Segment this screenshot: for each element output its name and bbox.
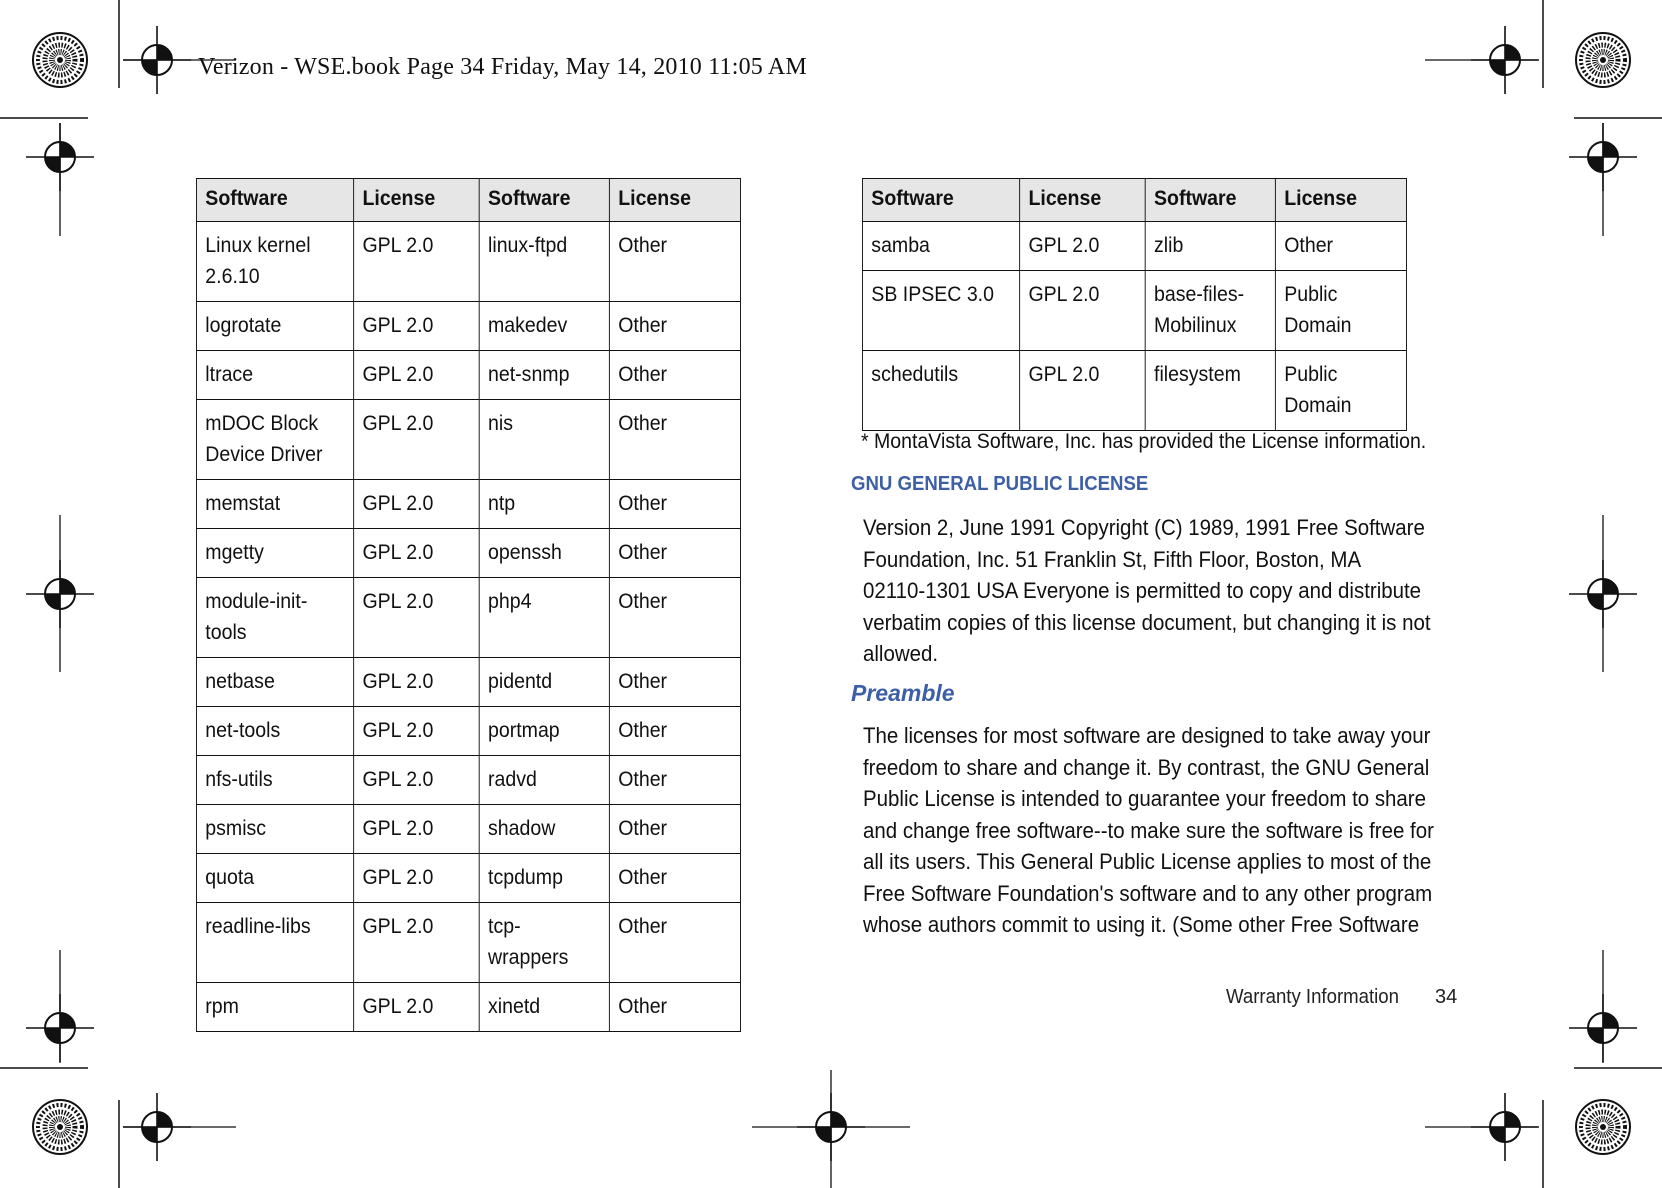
cell-text: schedutils [871,363,959,386]
table-cell [479,351,609,400]
table-row [196,529,740,578]
paragraph-line: freedom to share and change it. By contrast, the GNU General [863,754,1430,780]
footer-section-title: Warranty Information [1226,986,1399,1008]
cell-text: portmap [488,719,560,742]
table-cell [196,756,353,805]
table-cell [862,271,1019,351]
column-header: Software [862,179,1019,222]
cell-text: base-files- [1154,283,1245,306]
cell-text: GPL 2.0 [362,768,434,791]
cell-text: GPL 2.0 [362,412,434,435]
license-footnote: * MontaVista Software, Inc. has provided the License information. [861,430,1427,453]
page-header: Verizon - WSE.book Page 34 Friday, May 14, 2010 11:05 AM [198,54,807,80]
table-cell [862,351,1019,431]
table-row [196,854,740,903]
cell-text: rpm [205,995,239,1018]
paragraph-line: whose authors commit to using it. (Some other Free Software [863,912,1420,937]
cell-text: Domain [1284,314,1352,337]
gnu-gpl-heading: GNU GENERAL PUBLIC LICENSE [851,473,1149,495]
table-cell [609,480,740,529]
cell-text: Other [618,314,668,337]
table-cell [354,707,480,756]
table-cell [196,854,353,903]
cell-text: netbase [205,670,275,693]
table-cell [609,351,740,400]
cell-text: GPL 2.0 [362,590,434,613]
cell-text: memstat [205,492,281,515]
table-cell [479,707,609,756]
table-cell [354,658,480,707]
cell-text: wrappers [488,946,569,969]
table-row [196,302,740,351]
cell-text: GPL 2.0 [362,234,434,257]
cell-text: xinetd [488,995,541,1018]
cell-text: Other [618,492,668,515]
cell-text: tools [205,621,247,644]
table-cell [354,983,480,1032]
cell-text: makedev [488,314,568,337]
cell-text: tcp- [488,915,521,938]
table-row [196,480,740,529]
table-cell [609,707,740,756]
cell-text: GPL 2.0 [362,670,434,693]
paragraph-line: and change free software--to make sure the software is free for [863,817,1434,843]
table-cell [609,400,740,480]
table-cell [609,222,740,302]
cell-text: Other [618,234,668,257]
table-row [196,351,740,400]
table-cell [609,903,740,983]
table-cell [479,805,609,854]
table-header-row [862,179,1406,222]
cell-text: psmisc [205,817,267,840]
paragraph-line: verbatim copies of this license document, but changing it is not [863,609,1431,635]
cell-text: Public [1284,283,1338,306]
cell-text: openssh [488,541,562,564]
cell-text: readline-libs [205,915,311,938]
table-cell [1145,222,1275,271]
table-cell [609,983,740,1032]
table-cell [479,480,609,529]
table-cell [479,529,609,578]
table-cell [609,756,740,805]
table-cell [862,222,1019,271]
cell-text: samba [871,234,930,257]
cell-text: GPL 2.0 [362,492,434,515]
table-cell [354,578,480,658]
cell-text: Other [618,541,668,564]
table-cell [196,529,353,578]
table-cell [479,854,609,903]
table-row [196,983,740,1032]
table-cell [479,756,609,805]
cell-text: SB IPSEC 3.0 [871,283,994,306]
cell-text: pidentd [488,670,553,693]
column-header: License [1020,179,1146,222]
cell-text: ntp [488,492,516,515]
cell-text: Other [618,412,668,435]
cell-text: GPL 2.0 [1028,234,1100,257]
table-cell [196,480,353,529]
table-cell [354,805,480,854]
table-cell [354,222,480,302]
cell-text: Linux kernel [205,234,311,257]
column-header: License [1275,179,1406,222]
table-row [196,805,740,854]
table-cell [1020,222,1146,271]
cell-text: GPL 2.0 [362,995,434,1018]
table-row [196,903,740,983]
column-header: License [354,179,480,222]
table-cell [1145,351,1275,431]
table-cell [1275,351,1406,431]
table-cell [354,903,480,983]
table-cell [609,658,740,707]
table-cell [1145,271,1275,351]
cell-text: nfs-utils [205,768,273,791]
preamble-paragraph [863,720,1458,941]
table-cell [479,658,609,707]
cell-text: Other [618,363,668,386]
table-cell [196,400,353,480]
table-cell [196,903,353,983]
table-cell [479,983,609,1032]
table-cell [196,222,353,302]
cell-text: Other [618,670,668,693]
cell-text: linux-ftpd [488,234,568,257]
cell-text: mDOC Block [205,412,319,435]
paragraph-line: The licenses for most software are designed to take away your [863,723,1431,748]
table-cell [354,400,480,480]
cell-text: module-init- [205,590,308,613]
page-number: 34 [1435,986,1458,1008]
table-cell [196,351,353,400]
table-cell [196,983,353,1032]
preamble-heading: Preamble [851,680,955,706]
cell-text: GPL 2.0 [362,363,434,386]
license-table-left [196,178,741,1032]
table-row [196,578,740,658]
column-header: License [609,179,740,222]
table-row [862,222,1406,271]
cell-text: tcpdump [488,866,563,889]
table-row [196,707,740,756]
cell-text: Other [618,995,668,1018]
table-cell [1020,271,1146,351]
version-paragraph [863,512,1458,670]
cell-text: GPL 2.0 [362,719,434,742]
table-row [196,400,740,480]
table-row [196,222,740,302]
cell-text: Other [618,915,668,938]
table-cell [609,529,740,578]
table-cell [354,480,480,529]
cell-text: php4 [488,590,532,613]
cell-text: nis [488,412,513,435]
table-cell [354,756,480,805]
cell-text: GPL 2.0 [362,866,434,889]
table-row [196,658,740,707]
cell-text: GPL 2.0 [1028,363,1100,386]
cell-text: Domain [1284,394,1352,417]
paragraph-line: Public License is intended to guarantee your freedom to share [863,786,1427,811]
table-cell [354,351,480,400]
cell-text: Other [618,719,668,742]
cell-text: GPL 2.0 [1028,283,1100,306]
table-cell [196,658,353,707]
table-cell [479,400,609,480]
paragraph-line: allowed. [863,641,939,666]
cell-text: Public [1284,363,1338,386]
cell-text: 2.6.10 [205,265,260,288]
table-cell [609,805,740,854]
table-cell [479,903,609,983]
cell-text: GPL 2.0 [362,314,434,337]
cell-text: mgetty [205,541,264,564]
cell-text: Device Driver [205,443,323,466]
table-row [862,351,1406,431]
cell-text: Other [1284,234,1334,257]
table-cell [196,302,353,351]
paragraph-line: 02110-1301 USA Everyone is permitted to copy and distribute [863,578,1422,603]
table-cell [479,302,609,351]
cell-text: net-tools [205,719,281,742]
table-cell [479,578,609,658]
cell-text: GPL 2.0 [362,817,434,840]
table-cell [196,707,353,756]
table-row [196,756,740,805]
cell-text: GPL 2.0 [362,915,434,938]
cell-text: Other [618,590,668,613]
table-cell [196,578,353,658]
paragraph-line: Free Software Foundation's software and to any other program [863,880,1433,906]
paragraph-line: Version 2, June 1991 Copyright (C) 1989, 1991 Free Software [863,515,1425,540]
table-cell [1275,222,1406,271]
table-cell [479,222,609,302]
column-header: Software [196,179,353,222]
column-header: Software [1145,179,1275,222]
table-header-row [196,179,740,222]
table-cell [609,578,740,658]
table-cell [354,529,480,578]
cell-text: ltrace [205,363,254,386]
cell-text: net-snmp [488,363,570,386]
cell-text: Other [618,817,668,840]
table-cell [1275,271,1406,351]
cell-text: filesystem [1154,363,1241,386]
paragraph-line: all its users. This General Public License applies to most of the [863,849,1432,874]
license-table-right [862,178,1407,431]
paragraph-line: Foundation, Inc. 51 Franklin St, Fifth Floor, Boston, MA [863,546,1362,572]
table-cell [354,854,480,903]
cell-text: Other [618,768,668,791]
table-cell [196,805,353,854]
cell-text: Mobilinux [1154,314,1237,337]
cell-text: logrotate [205,314,282,337]
table-cell [609,854,740,903]
cell-text: GPL 2.0 [362,541,434,564]
table-cell [609,302,740,351]
cell-text: radvd [488,768,537,791]
cell-text: quota [205,866,255,889]
column-header: Software [479,179,609,222]
cell-text: Other [618,866,668,889]
table-cell [354,302,480,351]
table-row [862,271,1406,351]
cell-text: shadow [488,817,556,840]
cell-text: zlib [1154,234,1184,257]
table-cell [1020,351,1146,431]
